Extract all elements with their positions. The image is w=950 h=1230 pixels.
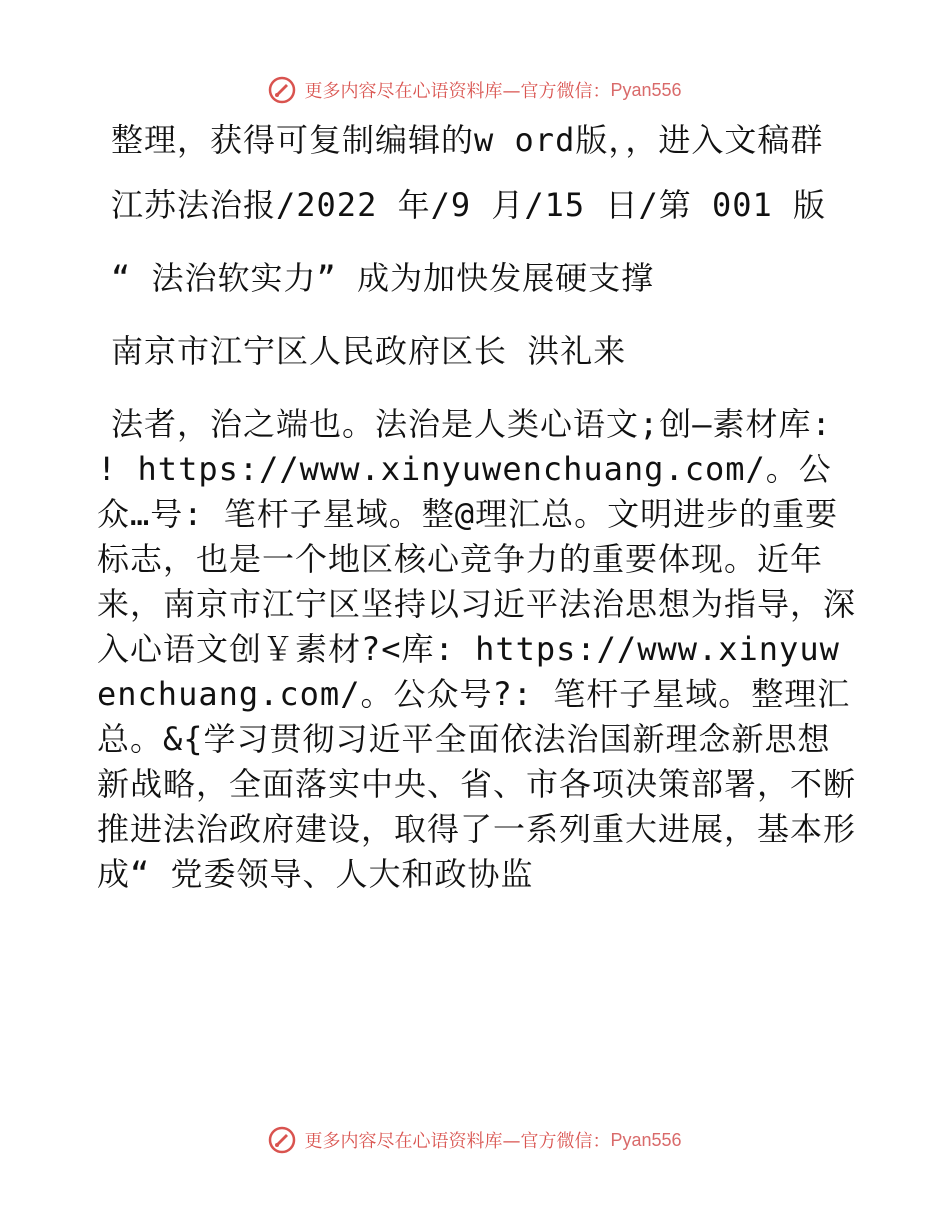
header-banner (0, 70, 950, 110)
document-body (97, 118, 857, 897)
banner-contact: Pyan556 (610, 79, 682, 100)
footer-banner (0, 1120, 950, 1160)
author-line: 南京市江宁区人民政府区长 洪礼来 (111, 332, 627, 370)
brand-logo-icon (268, 76, 296, 104)
intro-text: 整理，获得可复制编辑的w ord版，，进入文稿群 (111, 121, 824, 159)
brand-logo-icon (268, 1126, 296, 1154)
banner-text: 更多内容尽在心语资料库—官方微信： (304, 81, 611, 102)
banner-text: 更多内容尽在心语资料库—官方微信： (304, 1131, 611, 1152)
source-line: 江苏法治报/2022 年/9 月/15 日/第 001 版 (111, 186, 827, 224)
banner-contact: Pyan556 (610, 1129, 682, 1150)
headline: “ 法治软实力” 成为加快发展硬支撑 (111, 259, 655, 297)
body-paragraph: 法者，治之端也。法治是人类心语文;创—素材库: ! https://www.xinyuwenchuang.com/。公众…号: 笔杆子星域。整@理汇总。文明进步的重要标志，也是一个地区核心竞争力的重要体现。近年来，南京市江宁区坚持以习近平法治思想为指导，深入心语文创￥素材?<库: https://www.xinyuwenchuang.com/。公众号?: 笔杆子星域。整理汇总。&{学习贯彻习近平全面依法治国新理念新思想新战略，全面落实中央、省、市各项决策部署，不断推进法治政府建设，取得了一系列重大进展，基本形成“ 党委领导、人大和政协监 (97, 405, 857, 893)
